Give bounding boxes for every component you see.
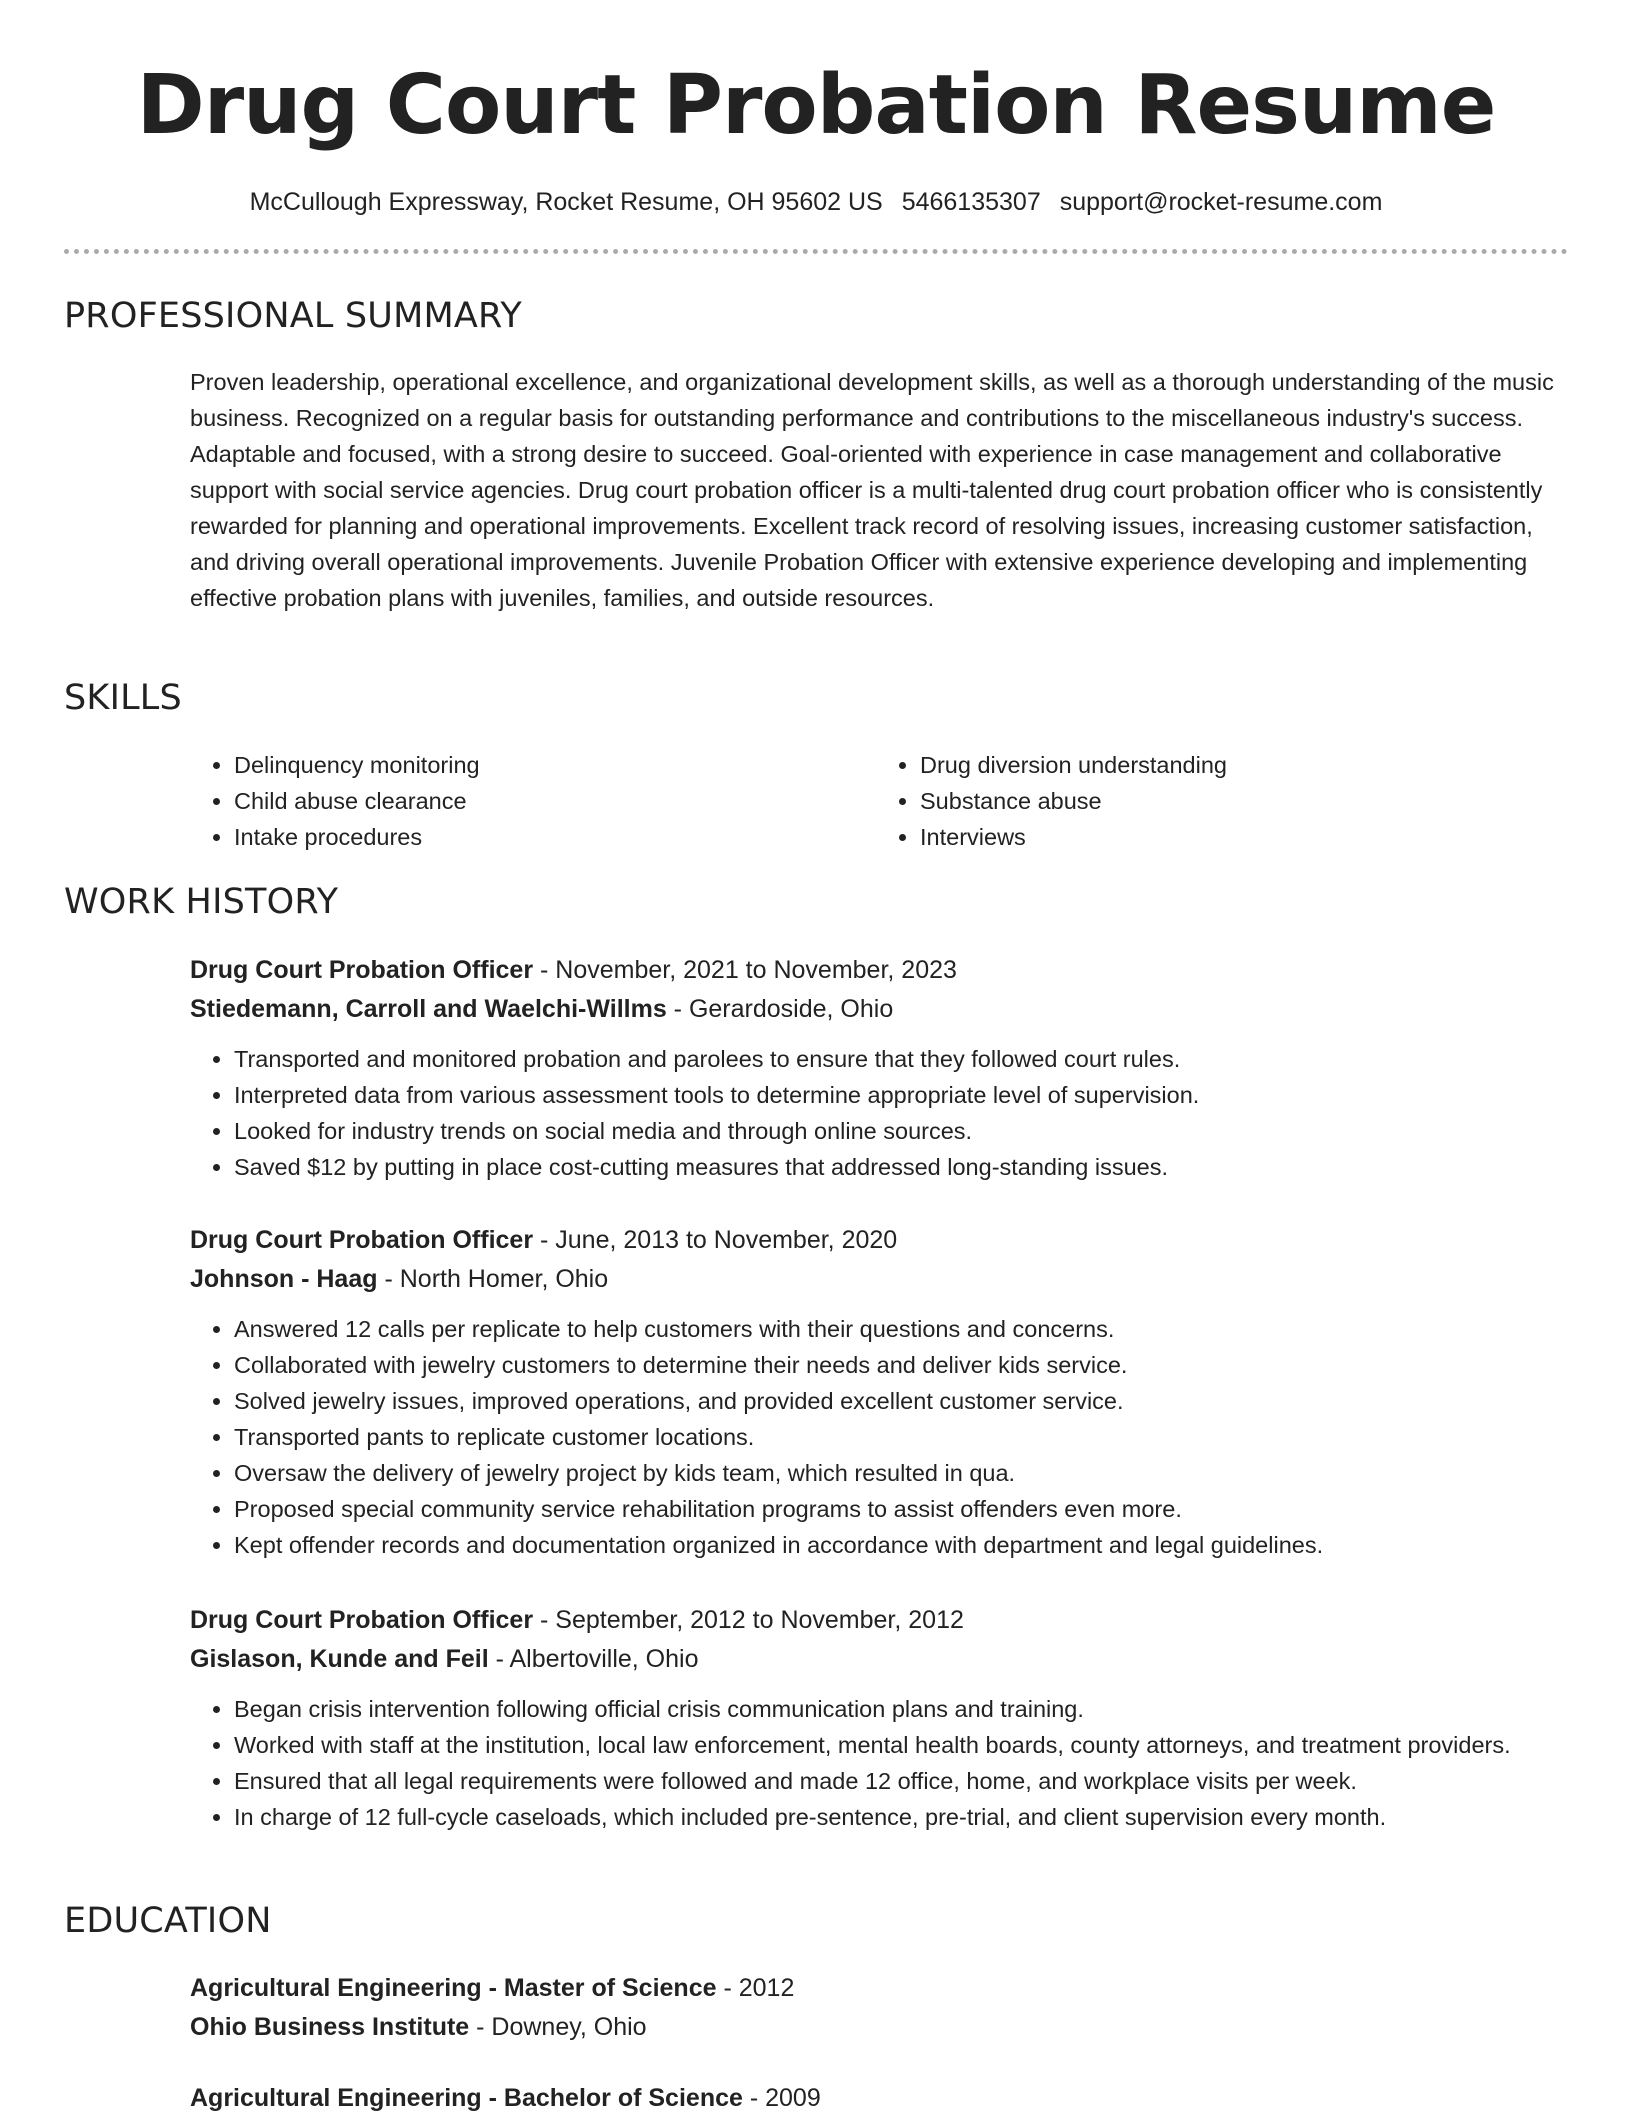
job-bullet: • Interpreted data from various assessment tools to determine appropriate level of supervision. [234,1077,1562,1113]
job-bullets [190,1691,1562,1835]
job-entry [190,951,1562,1185]
job-role: Drug Court Probation Officer [190,1226,534,1254]
skills-section [190,747,1562,855]
job-entry [190,1601,1562,1835]
job-entry [190,1221,1562,1563]
contact-email: support@rocket-resume.com [1059,188,1383,216]
job-dates: - November, 2021 to November, 2023 [533,956,957,984]
education-year: - 2009 [742,2084,821,2112]
education-heading: EDUCATION [64,1901,272,1941]
skill-item: • Intake procedures [234,819,876,855]
summary-heading: PROFESSIONAL SUMMARY [64,296,522,336]
contact-address: McCullough Expressway, Rocket Resume, OH 95602 US [249,188,883,216]
job-bullet: • Kept offender records and documentation organized in accordance with department and legal guidelines. [234,1527,1562,1563]
skill-item: • Drug diversion understanding [920,747,1562,783]
job-dates: - September, 2012 to November, 2012 [533,1606,964,1634]
job-bullet: • Proposed special community service rehabilitation programs to assist offenders even more. [234,1491,1562,1527]
education-degree: Agricultural Engineering - Bachelor of Science [190,2084,743,2112]
job-location: - Gerardoside, Ohio [666,995,894,1023]
job-company: Johnson - Haag [190,1265,378,1293]
skill-item: • Substance abuse [920,783,1562,819]
education-location: - Downey, Ohio [469,2013,647,2041]
job-company-line [190,1260,1562,1299]
education-entry [190,1969,1562,2047]
job-company-line [190,1640,1562,1679]
job-title-line [190,1221,1562,1260]
job-bullet: • Transported and monitored probation and parolees to ensure that they followed court rules. [234,1041,1562,1077]
resume-title: Drug Court Probation Resume [136,58,1496,153]
skills-list-right [876,747,1562,855]
summary-section [190,364,1562,616]
job-bullet: • Answered 12 calls per replicate to help customers with their questions and concerns. [234,1311,1562,1347]
skill-item: • Delinquency monitoring [234,747,876,783]
job-bullet: • Saved $12 by putting in place cost-cutting measures that addressed long-standing issues. [234,1149,1562,1185]
job-bullet: • Transported pants to replicate customer locations. [234,1419,1562,1455]
header-divider [64,249,1568,254]
job-bullet: • Worked with staff at the institution, local law enforcement, mental health boards, county attorneys, and treatment providers. [234,1727,1562,1763]
education-degree: Agricultural Engineering - Master of Science [190,1974,717,2002]
job-bullet: • Ensured that all legal requirements were followed and made 12 office, home, and workplace visits per week. [234,1763,1562,1799]
education-entry [190,2079,1562,2118]
job-company: Stiedemann, Carroll and Waelchi-Willms [190,995,667,1023]
education-school-line [190,2008,1562,2047]
job-bullet: • Oversaw the delivery of jewelry project by kids team, which resulted in qua. [234,1455,1562,1491]
job-company-line [190,990,1562,1029]
resume-header [0,0,1632,217]
skill-item: • Interviews [920,819,1562,855]
job-role: Drug Court Probation Officer [190,1606,534,1634]
job-title-line [190,1601,1562,1640]
job-bullet: • Looked for industry trends on social media and through online sources. [234,1113,1562,1149]
job-bullet: • Collaborated with jewelry customers to determine their needs and deliver kids service. [234,1347,1562,1383]
contact-phone: 5466135307 [901,188,1041,216]
work-heading: WORK HISTORY [64,882,339,922]
job-company: Gislason, Kunde and Feil [190,1645,489,1673]
job-bullet: • Solved jewelry issues, improved operations, and provided excellent customer service. [234,1383,1562,1419]
job-bullet: • In charge of 12 full-cycle caseloads, which included pre-sentence, pre-trial, and client supervision every month. [234,1799,1562,1835]
education-year: - 2012 [716,1974,795,2002]
skills-heading: SKILLS [64,678,182,718]
job-dates: - June, 2013 to November, 2020 [533,1226,898,1254]
education-school: Ohio Business Institute [190,2013,470,2041]
job-location: - North Homer, Ohio [377,1265,609,1293]
job-location: - Albertoville, Ohio [488,1645,699,1673]
job-role: Drug Court Probation Officer [190,956,534,984]
job-title-line [190,951,1562,990]
education-degree-line [190,2079,1562,2118]
job-bullets [190,1041,1562,1185]
job-bullet: • Began crisis intervention following official crisis communication plans and training. [234,1691,1562,1727]
education-degree-line [190,1969,1562,2008]
job-bullets [190,1311,1562,1563]
contact-line [0,188,1632,217]
skills-list-left [190,747,876,855]
summary-text: Proven leadership, operational excellence, and organizational development skills, as well as a thorough understanding of the music business. Recognized on a regular basis for outstanding performance and contributions to the miscellaneous industry's success. Adaptable and focused, with a strong desire to succeed. Goal-oriented with experience in case management and collaborative support with social service agencies. Drug court probation officer is a multi-talented drug court probation officer who is consistently rewarded for planning and operational improvements. Excellent track record of resolving issues, increasing customer satisfaction, and driving overall operational improvements. Juvenile Probation Officer with extensive experience developing and implementing effective probation plans with juveniles, families, and outside resources. [190,369,1554,611]
skill-item: • Child abuse clearance [234,783,876,819]
